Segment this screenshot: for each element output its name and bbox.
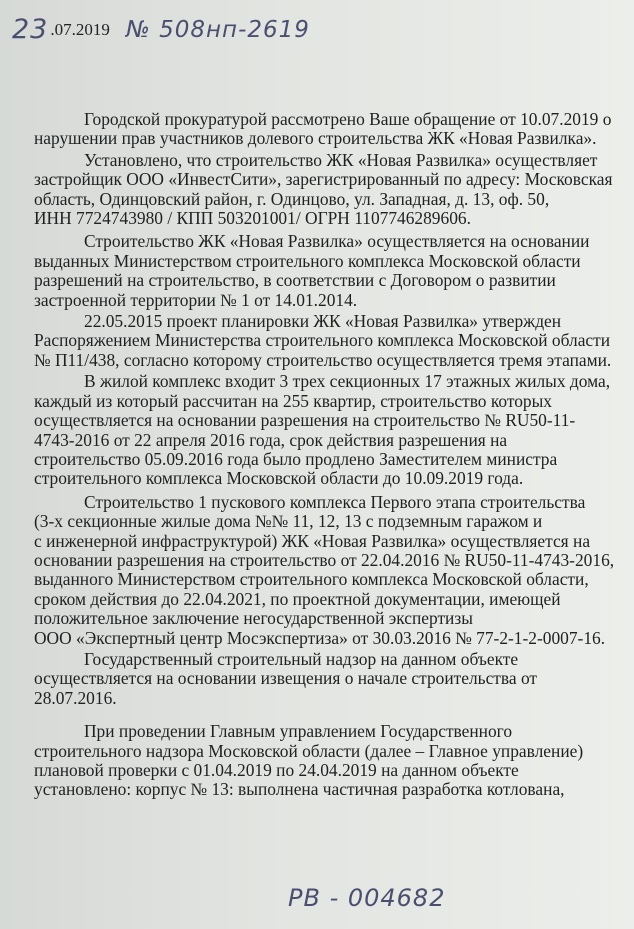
text-line: выданного Министерством строительного комплекса Московской области, bbox=[34, 569, 589, 590]
text-line: строительство 05.09.2016 года было продлено Заместителем министра bbox=[34, 448, 558, 469]
text-line: Распоряжением Министерства строительного комплекса Московской области bbox=[34, 330, 611, 351]
paragraph bbox=[34, 372, 634, 488]
text-line: В жилой комплекс входит 3 трех секционных 17 этажных жилых дома, bbox=[84, 371, 611, 392]
text-line: основании разрешения на строительство от 22.04.2016 № RU50-11-4743-2016, bbox=[34, 549, 615, 570]
text-line: выданных Министерством строительного комплекса Московской области bbox=[34, 250, 581, 271]
text-line: положительное заключение негосударственной экспертизы bbox=[34, 608, 473, 629]
text-line: ООО «Экспертный центр Мосэкспертиза» от 30.03.2016 № 77-2-1-2-0007-16. bbox=[34, 627, 606, 648]
text-line: При проведении Главным управлением Государственного bbox=[84, 721, 513, 742]
text-line: Строительство ЖК «Новая Развилка» осуществляется на основании bbox=[84, 231, 590, 252]
document-header bbox=[12, 14, 310, 54]
text-line: 4743-2016 от 22 апреля 2016 года, срок действия разрешения на bbox=[34, 429, 508, 450]
handwritten-registration-number: № 508нп-2619 bbox=[125, 16, 310, 43]
paragraph bbox=[34, 722, 634, 800]
handwritten-stamp-number: PB - 004682 bbox=[288, 884, 446, 912]
letter-body bbox=[34, 110, 634, 802]
text-line: с инженерной инфраструктурой) ЖК «Новая Развилка» осуществляется на bbox=[34, 530, 591, 551]
text-line: установлено: корпус № 13: выполнена частичная разработка котлована, bbox=[34, 779, 565, 800]
printed-date: .07.2019 bbox=[50, 19, 110, 39]
text-line: Строительство 1 пускового комплекса Первого этапа строительства bbox=[84, 491, 586, 512]
text-line: сроком действия до 22.04.2021, по проектной документации, имеющей bbox=[34, 588, 561, 609]
text-line: Установлено, что строительство ЖК «Новая Развилка» осуществляет bbox=[84, 149, 598, 170]
paragraph bbox=[34, 232, 634, 310]
text-line: Городской прокуратурой рассмотрено Ваше обращение от 10.07.2019 о bbox=[84, 109, 612, 129]
text-line: осуществляется на основании извещения о начале строительства от bbox=[34, 668, 538, 689]
text-line: № П11/438, согласно которому строительство осуществляется тремя этапами. bbox=[34, 349, 612, 370]
paragraph bbox=[34, 493, 634, 648]
text-line: 28.07.2016. bbox=[34, 687, 117, 708]
paragraph bbox=[34, 650, 634, 708]
handwritten-day: 23 bbox=[12, 14, 49, 45]
text-line: строительного комплекса Московской области до 10.09.2019 года. bbox=[34, 468, 524, 489]
text-line: Государственный строительный надзор на данном объекте bbox=[84, 648, 519, 669]
text-line: нарушении прав участников долевого строительства ЖК «Новая Развилка». bbox=[34, 128, 597, 149]
text-line: плановой проверки с 01.04.2019 по 24.04.2019 на данном объекте bbox=[34, 760, 519, 780]
text-line: каждый из который рассчитан на 255 квартир, строительство которых bbox=[34, 390, 553, 411]
paragraph bbox=[34, 110, 634, 149]
text-line: 22.05.2015 проект планировки ЖК «Новая Развилка» утвержден bbox=[84, 311, 562, 332]
text-line: разрешений на строительство, в соответствии с Договором о развитии bbox=[34, 270, 556, 291]
text-line: область, Одинцовский район, г. Одинцово, ул. Западная, д. 13, оф. 50, bbox=[34, 188, 550, 209]
text-line: застройщик ООО «ИнвестСити», зарегистрированный по адресу: Московская bbox=[34, 169, 613, 190]
paragraph bbox=[34, 312, 634, 370]
text-line: (3-х секционные жилые дома №№ 11, 12, 13 с подземным гаражом и bbox=[34, 511, 543, 532]
text-line: строительного надзора Московской области (далее – Главное управление) bbox=[34, 740, 584, 761]
paragraph bbox=[34, 151, 634, 229]
text-line: застроенной территории № 1 от 14.01.2014. bbox=[34, 289, 358, 310]
text-line: осуществляется на основании разрешения на строительство № RU50-11- bbox=[34, 410, 576, 431]
text-line: ИНН 7724743980 / КПП 503201001/ ОГРН 1107746289606. bbox=[34, 208, 471, 229]
